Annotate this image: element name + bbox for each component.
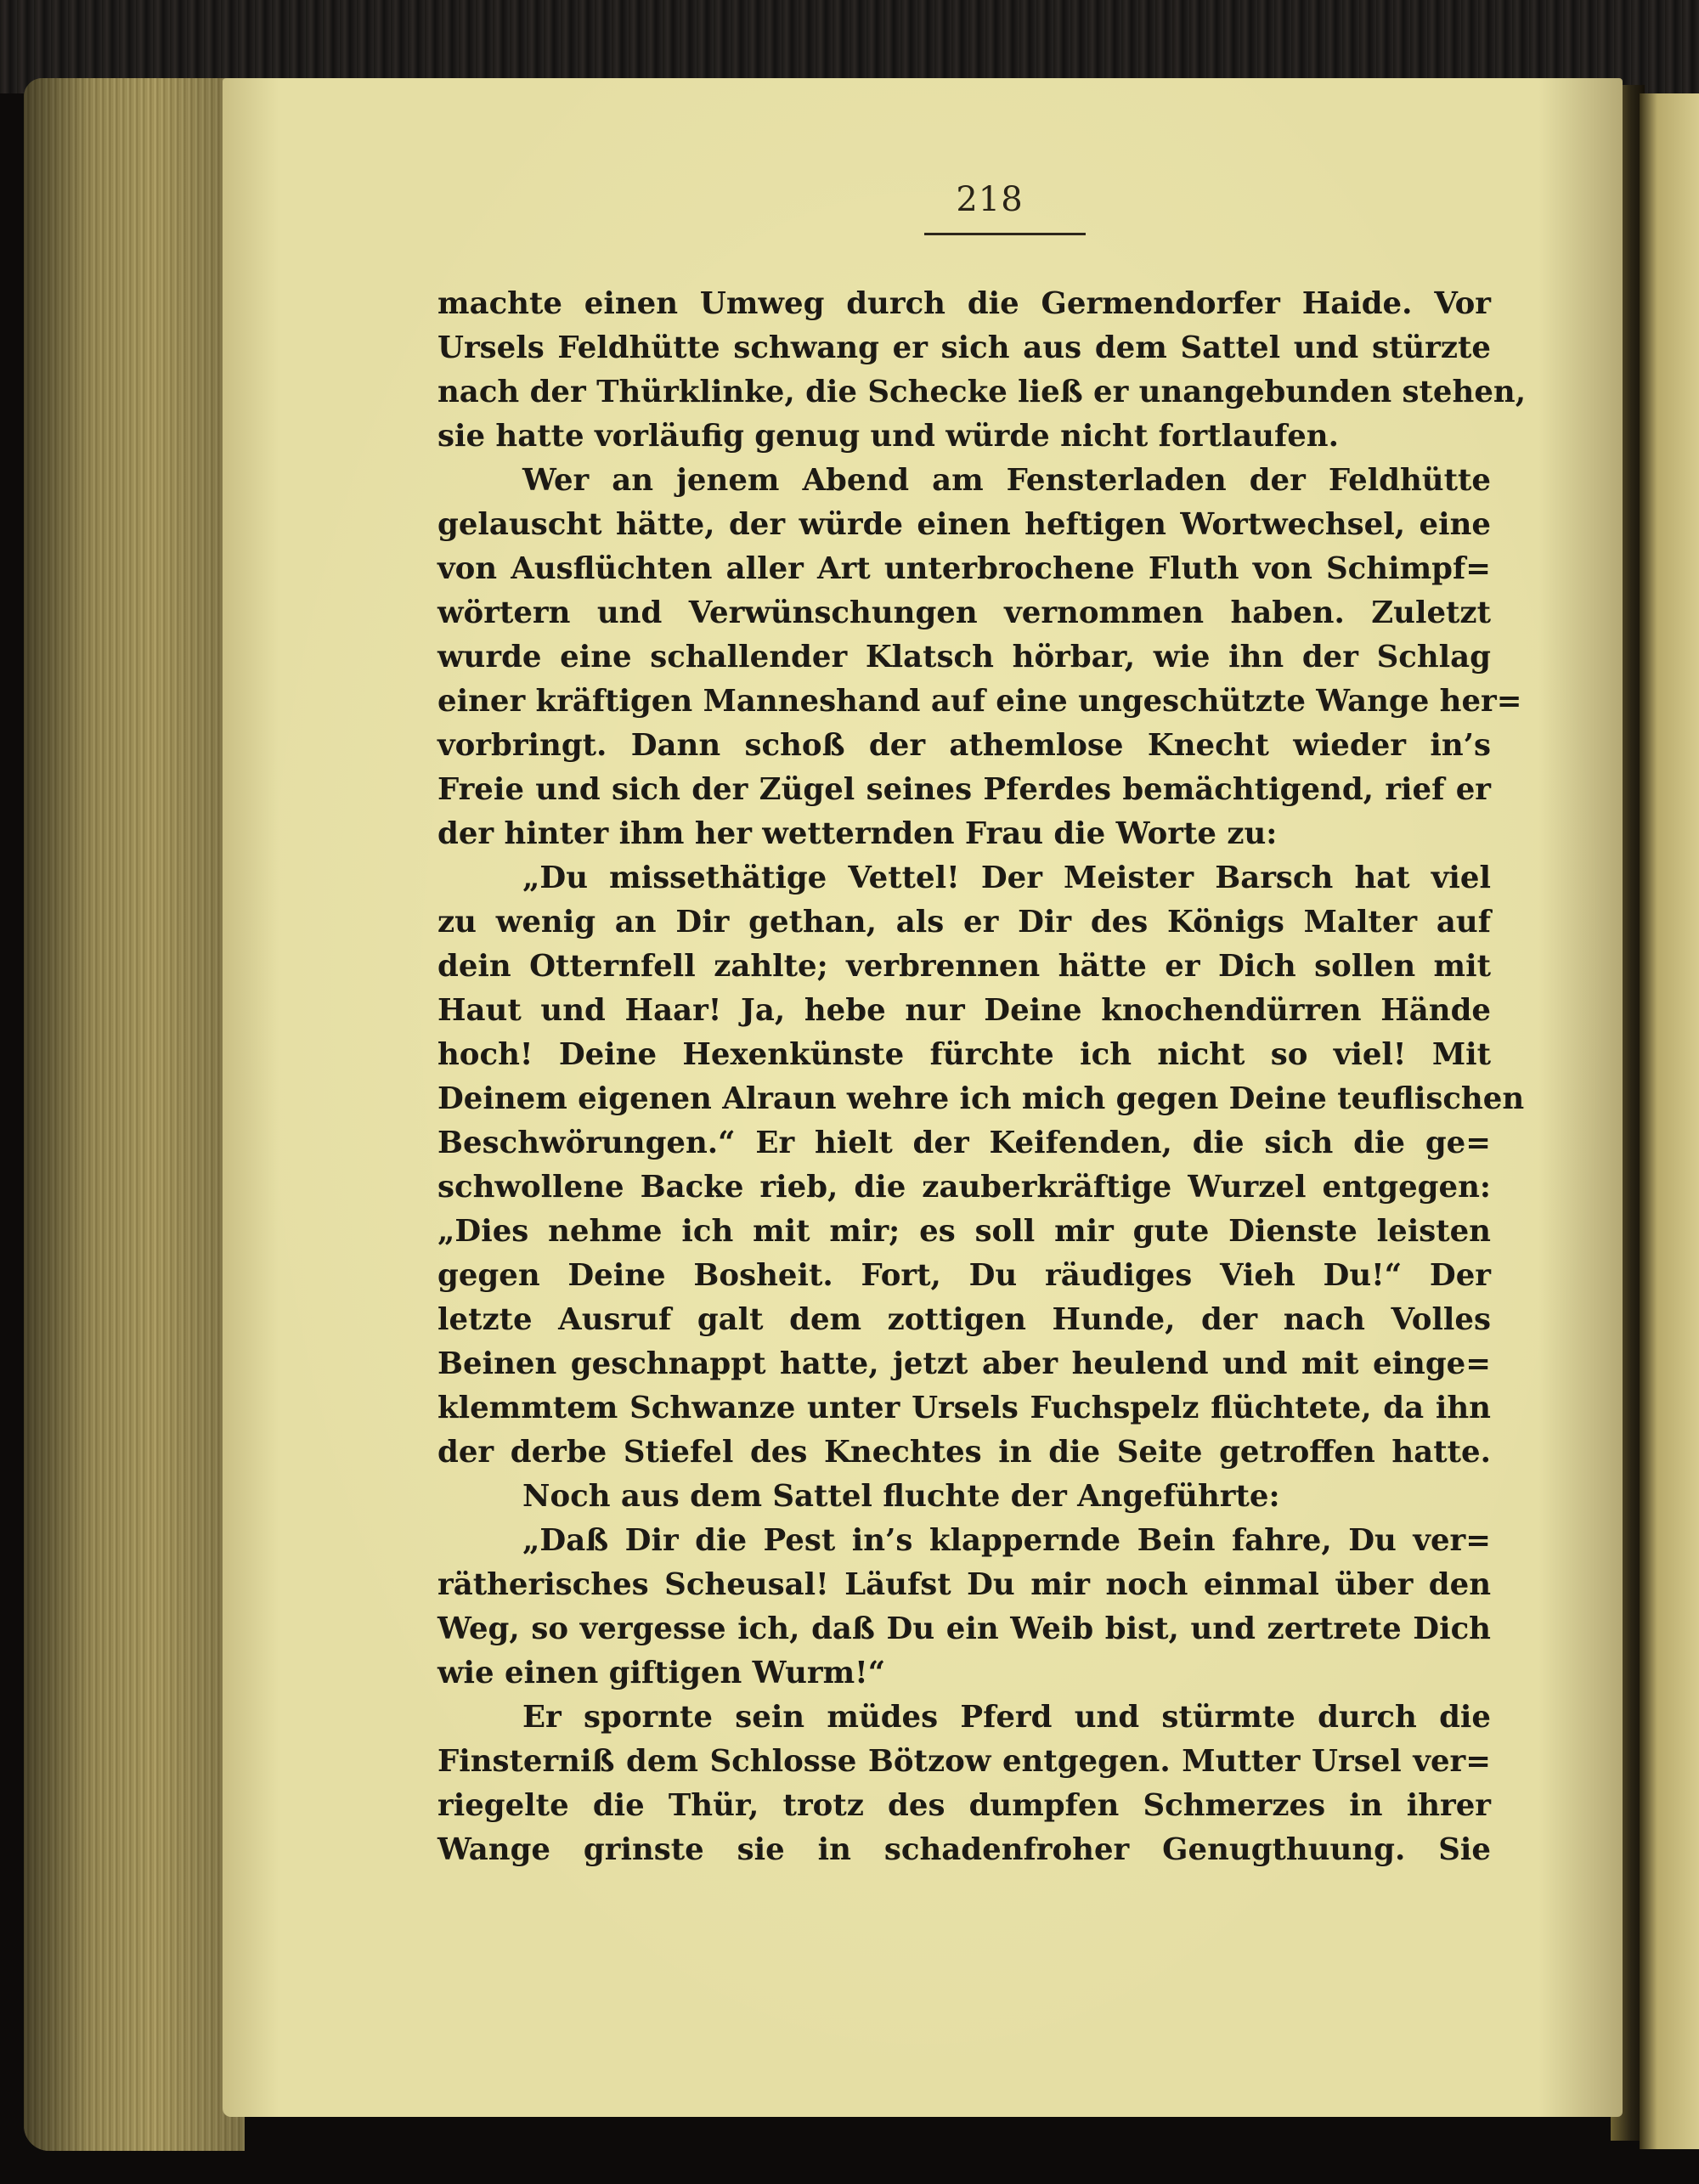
text-line: rätherisches Scheusal! Läufst Du mir noch einmal über den bbox=[437, 1567, 1491, 1602]
text-line: dein Otternfell zahlte; verbrennen hätte er Dich sollen mit bbox=[437, 949, 1491, 984]
text-line: Haut und Haar! Ja, hebe nur Deine knochendürren Hände bbox=[437, 993, 1491, 1028]
text-line: vorbringt. Dann schoß der athemlose Knecht wieder in’s bbox=[437, 728, 1491, 763]
text-line: wörtern und Verwünschungen vernommen haben. Zuletzt bbox=[437, 595, 1491, 630]
text-line: wurde eine schallender Klatsch hörbar, wie ihn der Schlag bbox=[437, 640, 1491, 674]
text-line: einer kräftigen Manneshand auf eine ungeschützte Wange her= bbox=[437, 684, 1522, 719]
text-line: „Du missethätige Vettel! Der Meister Barsch hat viel bbox=[522, 861, 1491, 895]
text-line: Ursels Feldhütte schwang er sich aus dem Sattel und stürzte bbox=[437, 330, 1491, 365]
text-line: „Dies nehme ich mit mir; es soll mir gute Dienste leisten bbox=[437, 1214, 1491, 1249]
text-line: der derbe Stiefel des Knechtes in die Seite getroffen hatte. bbox=[437, 1435, 1491, 1470]
text-line: Wange grinste sie in schadenfroher Genugthuung. Sie bbox=[437, 1832, 1491, 1867]
facing-page-edge bbox=[1640, 93, 1699, 2149]
text-line: wie einen giftigen Wurm!“ bbox=[437, 1656, 886, 1690]
text-line: Er spornte sein müdes Pferd und stürmte durch die bbox=[522, 1700, 1491, 1735]
text-line: schwollene Backe rieb, die zauberkräftige Wurzel entgegen: bbox=[437, 1170, 1491, 1205]
text-line: „Daß Dir die Pest in’s klappernde Bein fahre, Du ver= bbox=[522, 1523, 1491, 1558]
text-line: Deinem eigenen Alraun wehre ich mich gegen Deine teuflischen bbox=[437, 1081, 1525, 1116]
text-line: zu wenig an Dir gethan, als er Dir des Königs Malter auf bbox=[437, 905, 1491, 940]
text-line: von Ausflüchten aller Art unterbrochene Fluth von Schimpf= bbox=[437, 551, 1491, 586]
text-line: Freie und sich der Zügel seines Pferdes bemächtigend, rief er bbox=[437, 772, 1491, 807]
page-number-rule bbox=[924, 233, 1086, 235]
text-line: machte einen Umweg durch die Germendorfer Haide. Vor bbox=[437, 286, 1491, 321]
text-line: sie hatte vorläufig genug und würde nicht fortlaufen. bbox=[437, 419, 1339, 454]
text-line: Wer an jenem Abend am Fensterladen der Feldhütte bbox=[522, 463, 1491, 498]
text-line: Finsterniß dem Schlosse Bötzow entgegen. Mutter Ursel ver= bbox=[437, 1744, 1491, 1779]
text-line: hoch! Deine Hexenkünste fürchte ich nicht so viel! Mit bbox=[437, 1037, 1491, 1072]
text-line: Weg, so vergesse ich, daß Du ein Weib bist, und zertrete Dich bbox=[437, 1611, 1491, 1646]
page-number: 218 bbox=[956, 180, 1024, 219]
text-line: gegen Deine Bosheit. Fort, Du räudiges Vieh Du!“ Der bbox=[437, 1258, 1491, 1293]
text-line: Beschwörungen.“ Er hielt der Keifenden, die sich die ge= bbox=[437, 1126, 1491, 1160]
text-line: Noch aus dem Sattel fluchte der Angeführte: bbox=[522, 1479, 1280, 1514]
text-line: der hinter ihm her wetternden Frau die Worte zu: bbox=[437, 816, 1278, 851]
text-line: gelauscht hätte, der würde einen heftigen Wortwechsel, eine bbox=[437, 507, 1491, 542]
text-line: nach der Thürklinke, die Schecke ließ er unangebunden stehen, bbox=[437, 375, 1527, 409]
page-edges-shadow bbox=[24, 78, 245, 2151]
text-line: letzte Ausruf galt dem zottigen Hunde, der nach Volles bbox=[437, 1302, 1491, 1337]
text-line: Beinen geschnappt hatte, jetzt aber heulend und mit einge= bbox=[437, 1346, 1491, 1381]
text-line: klemmtem Schwanze unter Ursels Fuchspelz flüchtete, da ihn bbox=[437, 1391, 1491, 1425]
text-line: riegelte die Thür, trotz des dumpfen Schmerzes in ihrer bbox=[437, 1788, 1491, 1823]
